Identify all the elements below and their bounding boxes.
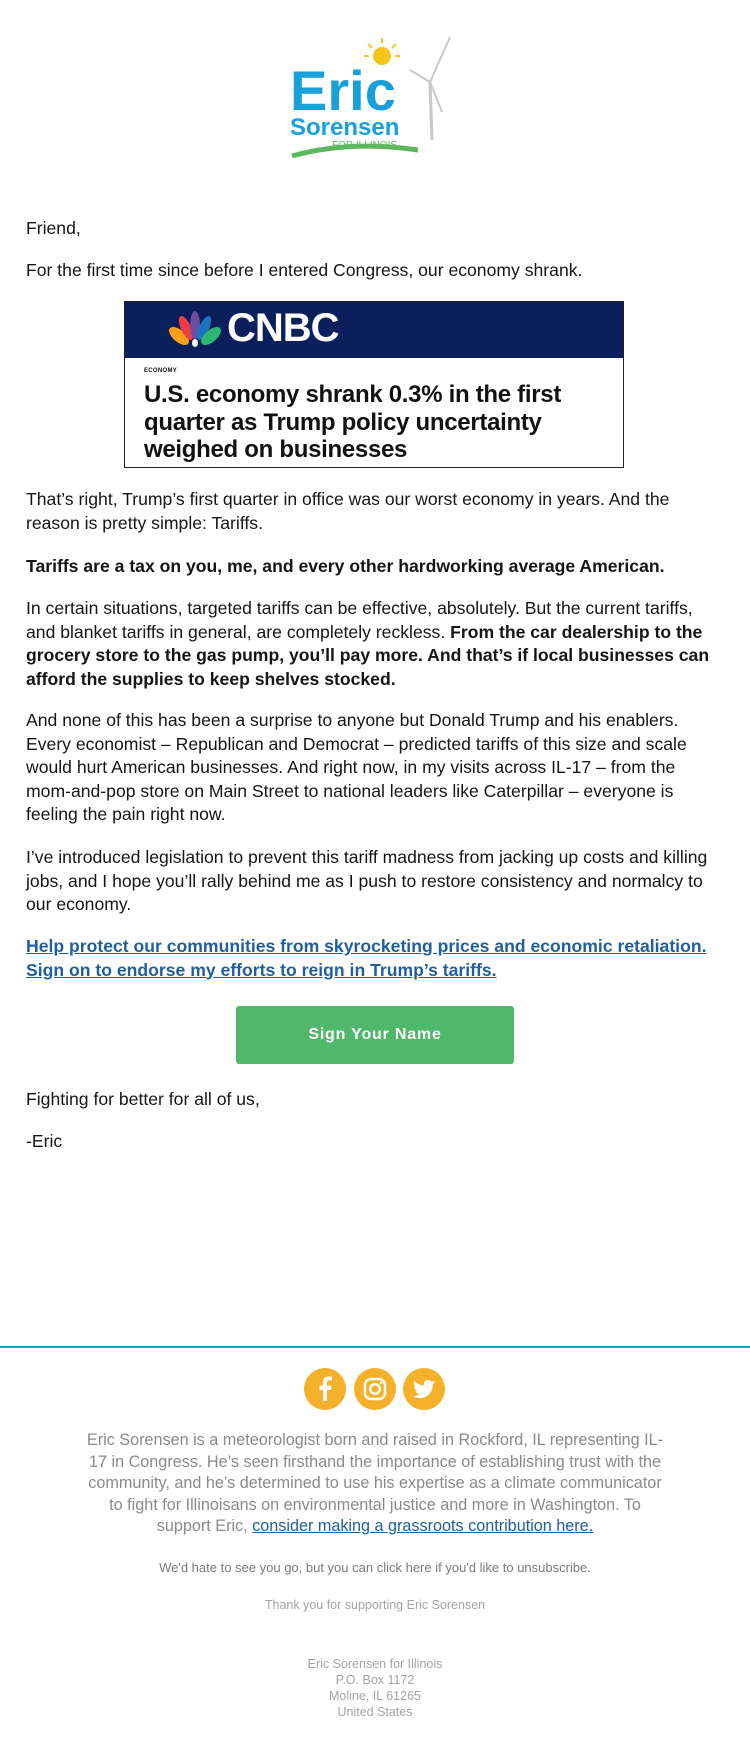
paragraph-targeted-tariffs xyxy=(26,597,724,691)
sign-your-name-button[interactable]: Sign Your Name xyxy=(236,1006,514,1064)
instagram-icon[interactable] xyxy=(354,1368,396,1410)
campaign-logo xyxy=(290,32,460,162)
cnbc-header-bar xyxy=(125,302,623,358)
facebook-icon[interactable] xyxy=(304,1368,346,1410)
logo-swoosh xyxy=(292,146,418,156)
address-line-4: United States xyxy=(337,1705,413,1719)
cnbc-wordmark: CNBC xyxy=(227,306,339,350)
footer-divider xyxy=(0,1346,750,1348)
wind-turbine-icon xyxy=(410,37,450,140)
address-line-1: Eric Sorensen for Illinois xyxy=(307,1657,443,1671)
closing-line: Fighting for better for all of us, xyxy=(26,1089,260,1109)
cnbc-kicker: ECONOMY xyxy=(144,368,178,374)
paragraph-tariffs-tax: Tariffs are a tax on you, me, and every other hardworking average American. xyxy=(26,556,665,576)
peacock-icon xyxy=(169,310,225,348)
intro-paragraph: For the first time since before I entered Congress, our economy shrank. xyxy=(26,260,583,280)
paragraph-worst-economy: That’s right, Trump’s first quarter in office was our worst economy in years. And the reason is pretty simple: Tariffs. xyxy=(26,489,670,533)
paragraph-targeted-tariffs-normal: In certain situations, targeted tariffs can be effective, absolutely. But the current tariffs, and blanket tariffs in general, are completely reckless. xyxy=(26,598,693,642)
paragraph-legislation: I’ve introduced legislation to prevent this tariff madness from jacking up costs and killing jobs, and I hope you’ll rally behind me as I push to restore consistency and normalcy to our economy. xyxy=(26,847,708,914)
logo-name-first: Eric xyxy=(290,59,396,122)
logo-name-last: Sorensen xyxy=(290,114,400,141)
cnbc-headline: U.S. economy shrank 0.3% in the first quarter as Trump policy uncertainty weighed on businesses xyxy=(144,381,562,463)
address-line-2: P.O. Box 1172 xyxy=(335,1673,415,1687)
thanks-text: Thank you for supporting Eric Sorensen xyxy=(264,1598,486,1612)
twitter-icon[interactable] xyxy=(403,1368,445,1410)
paragraph-no-surprise: And none of this has been a surprise to anyone but Donald Trump and his enablers. Every economist – Republican and Democrat – predicted tariffs of this size and scale would hurt American businesses. And right now, in my visits across IL-17 – from the mom-and-pop store on Main Street to national leaders like Caterpillar – everyone is feeling the pain right now. xyxy=(26,710,687,824)
cnbc-news-image[interactable] xyxy=(124,301,624,468)
logo-tagline: FOR ILLINOIS xyxy=(332,140,398,151)
greeting: Friend, xyxy=(26,218,81,238)
unsubscribe-link[interactable]: We'd hate to see you go, but you can click here if you'd like to unsubscribe. xyxy=(159,1560,591,1575)
contribution-link[interactable]: consider making a grassroots contribution here. xyxy=(252,1517,594,1536)
address-line-3: Moline, IL 61265 xyxy=(329,1689,421,1703)
endorse-link-paragraph xyxy=(26,935,724,982)
mailing-address xyxy=(0,1656,750,1720)
signature: -Eric xyxy=(26,1131,63,1151)
footer-bio xyxy=(80,1430,670,1538)
endorse-link[interactable]: Help protect our communities from skyrocketing prices and economic retaliation. Sign on to endorse my efforts to reign in Trump’s tariffs. xyxy=(26,936,707,980)
footer-bio-text: Eric Sorensen is a meteorologist born and raised in Rockford, IL representing IL-17 in Congress. He’s seen firsthand the importance of establishing trust with the community, and he’s determined to use his expertise as a climate communicator to fight for Illinoisans on environmental justice and more in Washington. To support Eric, xyxy=(86,1431,664,1536)
paragraph-targeted-tariffs-bold: From the car dealership to the grocery store to the gas pump, you’ll pay more. And that’s if local businesses can afford the supplies to keep shelves stocked. xyxy=(26,621,710,689)
